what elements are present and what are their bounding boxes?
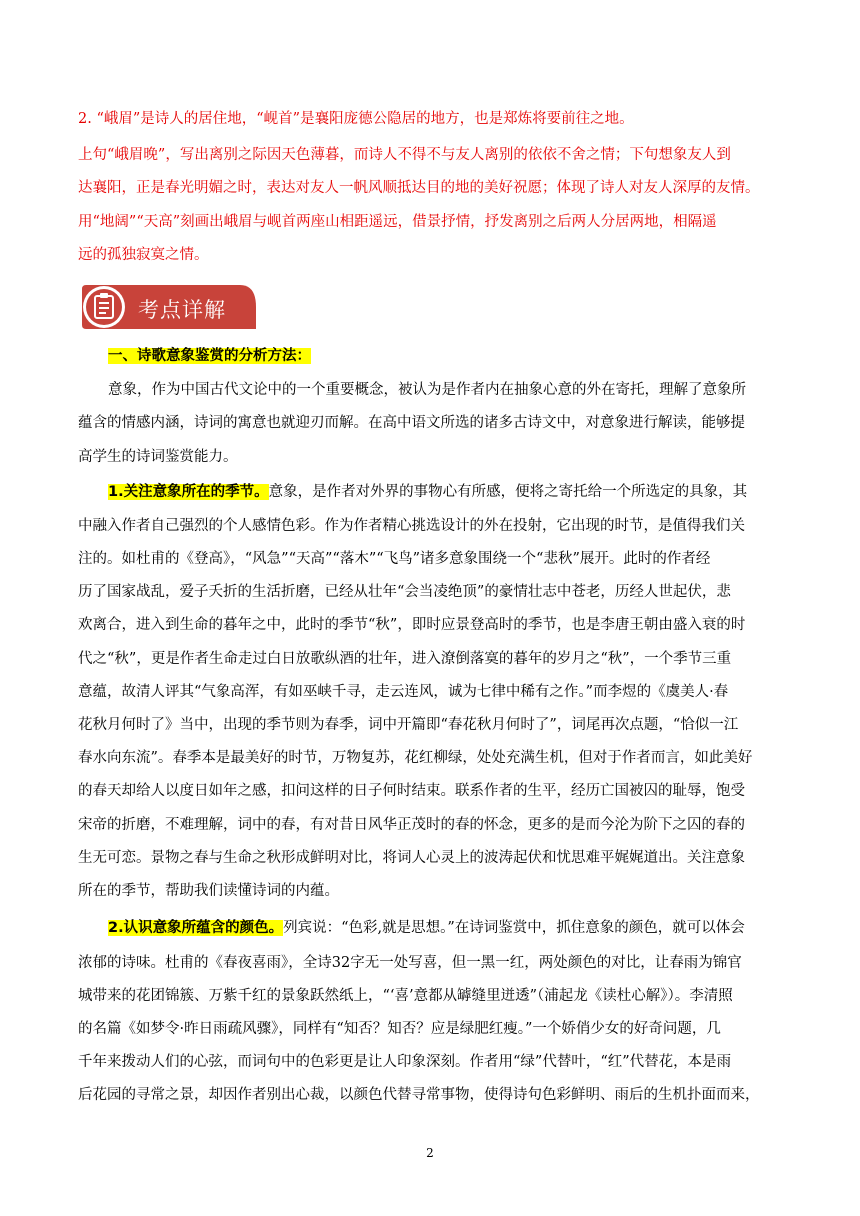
point1-line: 春水向东流”。春季本是最美好的时节，万物复苏，花红柳绿，处处充满生机，但对于作者而言，如此美好 [78, 750, 753, 766]
point1-line: 中融入作者自己强烈的个人感情色彩。作为作者精心挑选设计的外在投射，它出现的时节，是值得我们关 [78, 518, 745, 534]
intro-line-3: 高学生的诗词鉴赏能力。 [78, 449, 238, 465]
answer-line-3: 达襄阳，正是春光明媚之时，表达对友人一帆风顺抵达目的地的美好祝愿；体现了诗人对友人深厚的友情。 [78, 180, 760, 196]
point1-line: 所在的季节，帮助我们读懂诗词的内蕴。 [78, 883, 339, 899]
point1-line: 花秋月何时了》当中，出现的季节则为春季，词中开篇即“春花秋月何时了”，词尾再次点题，“恰似一江 [78, 717, 739, 733]
point1-line: 代之“秋”，更是作者生命走过白日放歌纵酒的壮年，进入潦倒落寞的暮年的岁月之“秋”，一个季节三重 [78, 651, 732, 667]
answer-line-2: 上句“峨眉晚”，写出离别之际因天色薄暮，而诗人不得不与友人离别的依依不舍之情；下句想象友人到 [78, 147, 731, 163]
point1-line: 生无可恋。景物之春与生命之秋形成鲜明对比，将词人心灵上的波涛起伏和忧思难平娓娓道出。关注意象 [78, 850, 745, 866]
point1-line: 意蕴，故清人评其“气象高浑，有如巫峡千寻，走云连风，诚为七律中稀有之作。”而李煜的《虞美人·春 [78, 684, 729, 700]
banner-title: 考点详解 [138, 298, 226, 322]
answer-line-4: 用“地阔”“天高”刻画出峨眉与岘首两座山相距遥远，借景抒情，抒发离别之后两人分居两地，相隔遥 [78, 214, 717, 230]
section-banner [80, 283, 256, 331]
answer-line-5: 远的孤独寂寞之情。 [78, 247, 209, 263]
point2-first-text: 列宾说：“色彩,就是思想。”在诗词鉴赏中，抓住意象的颜色，就可以体会 [283, 920, 745, 936]
point2-line: 的名篇《如梦令·昨日雨疏风骤》，同样有“知否？知否？应是绿肥红瘦。”一个娇俏少女的好奇问题，几 [78, 1021, 721, 1037]
clipboard-icon [80, 283, 128, 331]
point1-line: 注的。如杜甫的《登高》，“风急”“天高”“落木”“飞鸟”诸多意象围绕一个“悲秋”展开。此时的作者经 [78, 551, 711, 567]
point1-line: 的春天却给人以度日如年之感，扣问这样的日子何时结束。联系作者的生平，经历亡国被囚的耻辱，饱受 [78, 783, 745, 799]
point2-first-line [108, 918, 786, 938]
page-number: 2 [426, 1146, 434, 1160]
point2-line: 千年来拨动人们的心弦，而词句中的色彩更是让人印象深刻。作者用“绿”代替叶，“红”代替花，本是雨 [78, 1054, 732, 1070]
point1-first-text: 意象，是作者对外界的事物心有所感，便将之寄托给一个所选定的具象，其 [268, 484, 748, 500]
point2-line: 后花园的寻常之景，却因作者别出心裁，以颜色代替寻常事物，使得诗句色彩鲜明、雨后的生机扑面而来， [78, 1087, 760, 1103]
point2-heading: 2.认识意象所蕴含的颜色。 [108, 920, 284, 936]
section-heading-text: 一、诗歌意象鉴赏的分析方法： [108, 348, 311, 364]
point2-line: 城带来的花团锦簇、万紫千红的景象跃然纸上，“‘喜’意都从罅缝里迸透”（浦起龙《读杜心解》）。李清照 [78, 988, 733, 1004]
point1-first-line [108, 482, 786, 502]
answer-line-1: 2. “峨眉”是诗人的居住地，“岘首”是襄阳庞德公隐居的地方，也是郑炼将要前往之地。 [78, 111, 634, 127]
point1-line: 宋帝的折磨，不难理解，词中的春，有对昔日风华正茂时的春的怀念，更多的是而今沦为阶下之囚的春的 [78, 817, 745, 833]
point1-heading: 1.关注意象所在的季节。 [108, 484, 269, 500]
intro-line-1: 意象，作为中国古代文论中的一个重要概念，被认为是作者内在抽象心意的外在寄托，理解了意象所 [108, 382, 746, 398]
section-heading [108, 346, 311, 366]
point1-line: 历了国家战乱，爱子夭折的生活折磨，已经从壮年“会当凌绝顶”的豪情壮志中苍老，历经人世起伏，悲 [78, 584, 731, 600]
point1-line: 欢离合，进入到生命的暮年之中，此时的季节“秋”，即时应景登高时的季节，也是李唐王朝由盛入衰的时 [78, 617, 746, 633]
intro-line-2: 蕴含的情感内涵，诗词的寓意也就迎刃而解。在高中语文所选的诸多古诗文中，对意象进行解读，能够提 [78, 415, 745, 431]
point2-line: 浓郁的诗味。杜甫的《春夜喜雨》，全诗32字无一处写喜，但一黑一红，两处颜色的对比，让春雨为锦官 [78, 955, 742, 971]
